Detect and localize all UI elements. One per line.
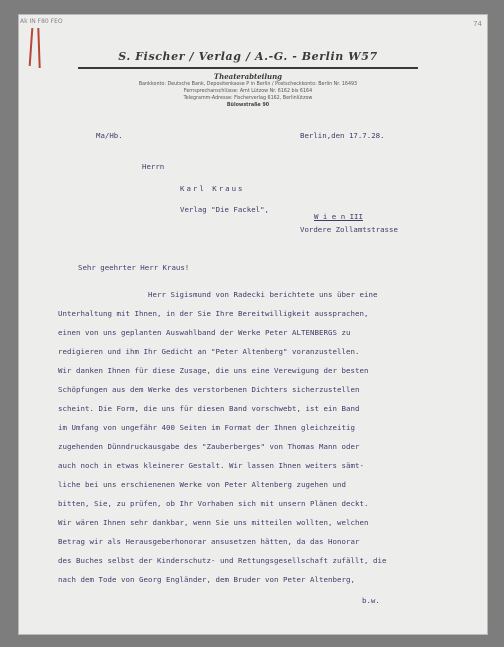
body-line: bitten, Sie, zu prüfen, ob Ihr Vorhaben sich mit unsern Plänen deckt.: [58, 499, 369, 508]
place-date: Berlin,den 17.7.28.: [300, 131, 385, 140]
body-line: Betrag wir als Herausgeberhonorar ansusetzen hätten, da das Honorar: [58, 537, 360, 546]
reference-code: Ma/Hb.: [96, 131, 123, 140]
recipient-street: Vordere Zollamtstrasse: [300, 225, 398, 234]
body-line: Schöpfungen aus dem Werke des verstorbenen Dichters sicherzustellen: [58, 385, 360, 394]
body-line: auch noch in etwas kleinerer Gestalt. Wir lassen Ihnen weiters sämt-: [58, 461, 364, 470]
pencil-stroke: [37, 28, 40, 68]
letterhead: [78, 50, 418, 109]
recipient-name: Karl Kraus: [180, 184, 245, 193]
body-line: im Umfang von ungefähr 400 Seiten im Format der Ihnen gleichzeitig: [58, 423, 355, 432]
archive-mark: Ak IN F80 FEO: [20, 18, 63, 25]
recipient-city: W i e n III: [314, 212, 363, 221]
body-line: einen von uns geplanten Auswahlband der Werke Peter ALTENBERGS zu: [58, 328, 351, 337]
body-line: Wir wären Ihnen sehr dankbar, wenn Sie uns mitteilen wollten, welchen: [58, 518, 369, 527]
street-address: Bülowstraße 90: [226, 103, 270, 108]
page-number: 74: [473, 20, 482, 28]
recipient-herrn: Herrn: [142, 162, 165, 171]
body-line: liche bei uns erschienenen Werke von Peter Altenberg zugehen und: [58, 480, 346, 489]
body-line: redigieren und ihm Ihr Gedicht an "Peter Altenberg" voranzustellen.: [58, 347, 360, 356]
body-line: nach dem Tode von Georg Engländer, dem Bruder von Peter Altenberg,: [58, 575, 355, 584]
body-line: scheint. Die Form, die uns für diesen Band vorschwebt, ist ein Band: [58, 404, 360, 413]
recipient-publication: Verlag "Die Fackel",: [180, 205, 269, 214]
firm-name: S. Fischer / Verlag / A.-G. - Berlin W57: [118, 50, 378, 63]
pencil-stroke: [29, 28, 34, 66]
greeting: Sehr geehrter Herr Kraus!: [78, 263, 190, 272]
phone-details: Fernsprechanschlüsse: Amt Lützow Nr. 6162 bis 6164: [183, 89, 313, 94]
telegram-details: Telegramm-Adresse: Fischerverlag 6162, Berlinlützow: [183, 96, 313, 101]
bank-details: Bankkonto: Deutsche Bank, Depositenkasse P in Berlin / Postscheckkonto: Berlin Nr. 16493: [138, 82, 358, 87]
body-line: Unterhaltung mit Ihnen, in der Sie Ihre Bereitwilligkeit aussprachen,: [58, 309, 369, 318]
letterhead-rule: [78, 67, 418, 69]
department-name: Theaterabteilung: [213, 72, 283, 81]
continuation-mark: b.w.: [362, 596, 380, 605]
body-line: Wir danken Ihnen für diese Zusage, die uns eine Verewigung der besten: [58, 366, 369, 375]
body-line: Herr Sigismund von Radecki berichtete uns über eine: [148, 290, 378, 299]
letter-page: [18, 14, 488, 635]
body-line: zugehenden Dünndruckausgabe des "Zauberberges" von Thomas Mann oder: [58, 442, 360, 451]
body-line: des Buches selbst der Kinderschutz- und Rettungsgesellschaft zufällt, die: [58, 556, 387, 565]
